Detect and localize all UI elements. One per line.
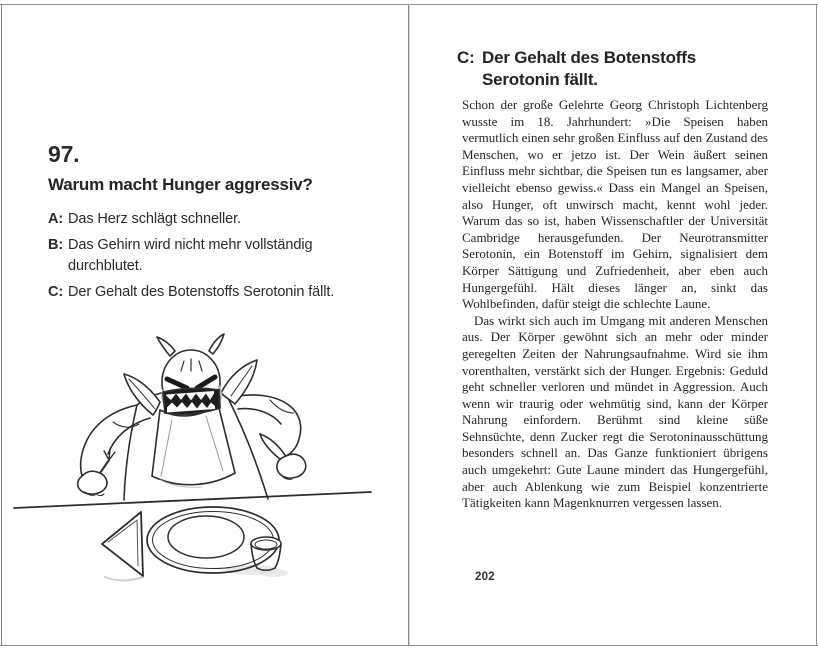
page-gutter-shadow	[409, 4, 410, 645]
illustration-angry-diner	[10, 330, 375, 585]
answer-heading	[457, 47, 696, 91]
explanation-paragraph-2: Das wirkt sich auch im Umgang mit anderen Menschen aus. Der Körper gewöhnt sich an mehr oder minder geregelten Zeiten der Nahrungsaufnahme. Wird sie ihm vorenthalten, verstärkt sich der Hunger. Ergebnis: Geduld geht schneller verloren und mündet in Aggression. Auch wenn wir traurig oder wehmütig sind, kann der Körper Nahrung einfordern. Berühmt sind kleine süße Sehnsüchte, denn Zucker regt die Serotoninausschüttung besonders schnell an. Das Ganze funktioniert übrigens auch umgekehrt: Gute Laune mindert das Hungergefühl, aber auch Ablenkung wie zum Beispiel konzentrierte Tätigkeiten kann Magenknurren vergessen lassen.	[462, 312, 768, 511]
answer-text: Das Gehirn wird nicht mehr vollständig durchblutet.	[68, 237, 313, 274]
explanation-text	[462, 97, 768, 512]
answer-label: A:	[48, 211, 64, 227]
answer-text: Das Herz schlägt schneller.	[68, 211, 241, 227]
answer-options	[48, 209, 380, 308]
answer-text: Der Gehalt des Botenstoffs Serotonin fällt.	[68, 284, 335, 300]
answer-option-a	[48, 209, 380, 230]
page-border-bottom	[0, 645, 818, 646]
answer-label: B:	[48, 237, 64, 253]
answer-heading-line-1: Der Gehalt des Botenstoffs	[482, 48, 696, 67]
question-number: 97.	[48, 141, 80, 167]
answer-heading-label: C:	[457, 48, 475, 67]
knife-icon	[260, 434, 285, 459]
table-edge	[14, 492, 371, 508]
explanation-paragraph-1: Schon der große Gelehrte Georg Christoph Lichtenberg wusste im 18. Jahrhundert: »Die Speisen haben vermutlich einen sehr großen Einfluss auf den Zustand des Menschen, wo er jetzo ist. Der Wein äußert seinen Einfluss mehr sichtbar, die Speisen tun es langsamer, aber vielleicht ebenso gewiss.« Dass ein Mangel an Speisen, also Hunger, oft unwirsch macht, kennt wohl jeder. Warum das so ist, haben Wissenschaftler der Universität Cambridge herausgefunden. Der Neurotransmitter Serotonin, ein Botenstoff im Gehirn, signalisiert dem Körper Sättigung und Zufriedenheit, aber eben auch Hungergefühl. Hält dieses länger an, sinkt das Wohlbefinden, dafür steigt die schlechte Laune.	[462, 97, 768, 312]
question-title: Warum macht Hunger aggressiv?	[48, 175, 313, 194]
page-border-left	[1, 4, 2, 645]
answer-label: C:	[48, 284, 64, 300]
answer-option-b	[48, 235, 380, 277]
diner-figure	[78, 334, 306, 500]
answer-option-c	[48, 282, 380, 303]
page-number: 202	[475, 571, 495, 583]
answer-heading-lines	[482, 47, 696, 91]
fork-icon	[98, 449, 115, 476]
page-border-right	[816, 4, 817, 645]
napkin	[102, 512, 143, 580]
answer-heading-line-2: Serotonin fällt.	[482, 70, 598, 89]
